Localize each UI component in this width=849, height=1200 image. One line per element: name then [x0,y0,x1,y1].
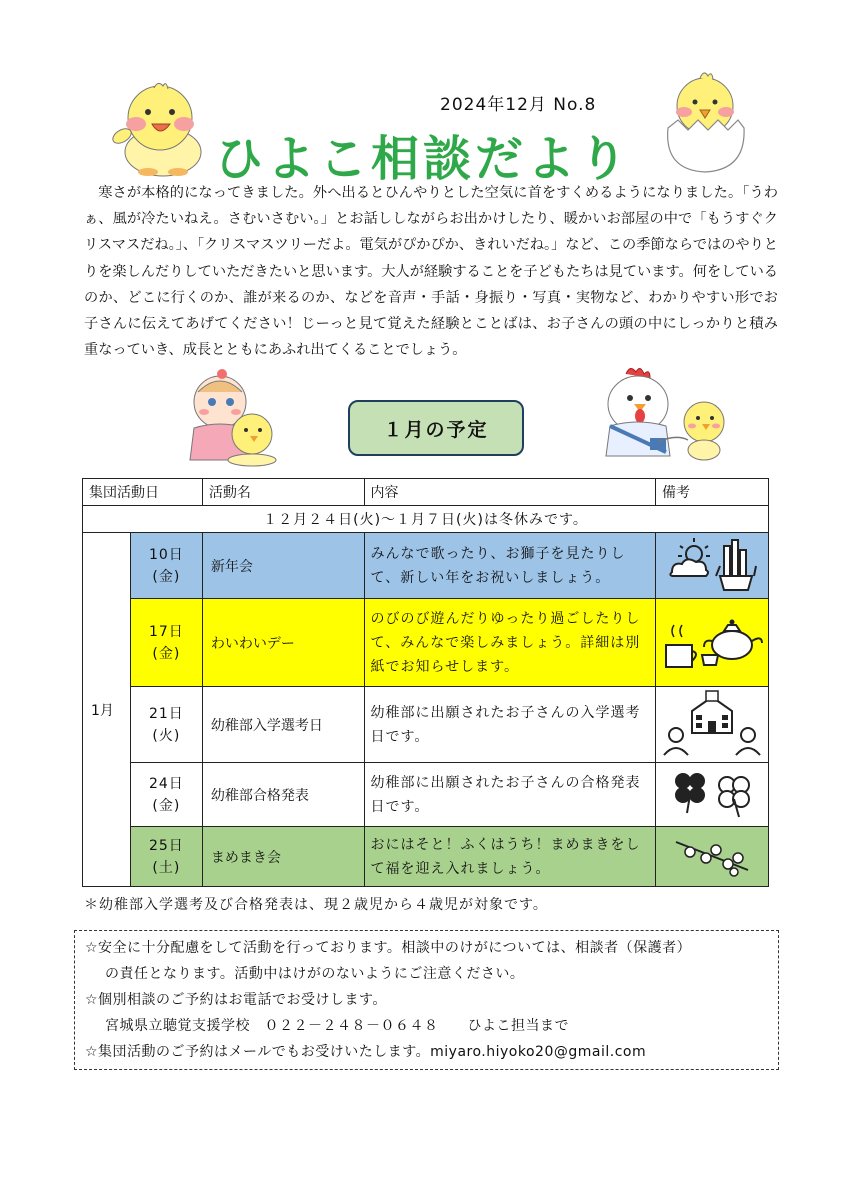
date-day: 24日 [148,775,184,792]
info-email-reservation: ☆集団活動のご予約はメールでもお受けいたします。miyaro.hiyoko20@gmail.com [85,1044,647,1060]
date-cell [130,763,202,827]
date-weekday: (金) [152,568,181,585]
table-row [83,533,769,599]
winter-break-notice: １２月２４日(火)～１月７日(火)は冬休みです。 [83,506,769,533]
plum-blossom-icon [672,832,752,878]
table-row [83,827,769,887]
date-cell [130,533,202,599]
clover-icon [667,765,757,821]
date-cell [130,599,202,687]
info-safety-line: ☆安全に十分配慮をして活動を行っております。相談中のけがについては、相談者（保護者） [85,940,692,956]
date-day: 10日 [148,546,184,563]
table-row [83,687,769,763]
date-weekday: (火) [152,727,181,744]
sun-cloud-kadomatsu-icon [664,536,760,592]
info-phone-number: 宮城県立聴覚支援学校 ０２２－２４８－０６４８ ひよこ担当まで [105,1018,569,1034]
column-header-date: 集団活動日 [83,479,203,506]
intro-paragraph: 寒さが本格的になってきました。外へ出るとひんやりとした空気に首をすくめるようになりました。「うわぁ、風が冷たいねえ。さむいさむい。」とお話ししながらお出かけしたり、暖かいお部屋の中で「もうすぐクリスマスだね。」、「クリスマスツリーだよ。電気がぴかぴか、きれいだね。」など、この季節ならではのやりとりを楽しんだりしていただきたいと思います。大人が経験することを子どもたちは見ています。何をしているのか、どこに行くのか、誰が来るのか、などを音声・手話・身振り・写真・実物など、わかりやすい形でお子さんに伝えてあげてください！じーっと見て覚えた経験とことばは、お子さんの頭の中にしっかりと積み重なっていき、成長とともにあふれ出てくることでしょう。 [84,185,778,359]
date-day: 17日 [148,623,184,640]
notes-cell [655,687,768,763]
baby-with-chick-illustration [180,364,285,469]
column-header-activity: 活動名 [202,479,364,506]
activity-content: みんなで歌ったり、お獅子を見たりして、新しい年をお祝いしましょう。 [364,533,655,599]
activity-name: わいわいデー [202,599,364,687]
activity-content: 幼稚部に出願されたお子さんの合格発表日です。 [364,763,655,827]
column-header-content: 内容 [364,479,655,506]
table-row [83,599,769,687]
schedule-table [82,478,769,887]
rooster-and-chick-illustration [596,364,732,468]
teapot-cups-icon [660,611,764,671]
month-cell: 1月 [83,533,131,887]
info-phone-reservation: ☆個別相談のご予約はお電話でお受けします。 [85,992,387,1008]
date-weekday: (土) [152,859,181,876]
activity-name: 幼稚部入学選考日 [202,687,364,763]
activity-content: おにはそと！ふくはうち！まめまきをして福を迎え入れましょう。 [364,827,655,887]
chick-waving-illustration [108,80,212,180]
notes-cell [655,827,768,887]
date-day: 25日 [148,837,184,854]
activity-content: のびのび遊んだりゆったり過ごしたりして、みんなで楽しみましょう。詳細は別紙でお知らせします。 [364,599,655,687]
page-title: ひよこ相談だより [215,131,632,187]
date-cell [130,827,202,887]
issue-date: 2024年12月 No.8 [440,95,597,115]
notes-cell [655,763,768,827]
table-header-row [83,479,769,506]
chick-in-egg-illustration [660,70,750,175]
activity-content: 幼稚部に出願されたお子さんの入学選考日です。 [364,687,655,763]
activity-name: まめまき会 [202,827,364,887]
activity-name: 新年会 [202,533,364,599]
notes-cell [655,599,768,687]
footnote: ＊幼稚部入学選考及び合格発表は、現２歳児から４歳児が対象です。 [84,897,548,913]
date-weekday: (金) [152,645,181,662]
date-weekday: (金) [152,797,181,814]
schedule-heading: １月の予定 [348,400,524,456]
info-box [74,930,779,1070]
info-safety-line-cont: の責任となります。活動中はけがのないようにご注意ください。 [105,966,525,982]
date-cell [130,687,202,763]
table-row [83,763,769,827]
school-children-icon [662,689,762,757]
column-header-notes: 備考 [655,479,768,506]
activity-name: 幼稚部合格発表 [202,763,364,827]
winter-break-row [83,506,769,533]
date-day: 21日 [148,705,184,722]
notes-cell [655,533,768,599]
